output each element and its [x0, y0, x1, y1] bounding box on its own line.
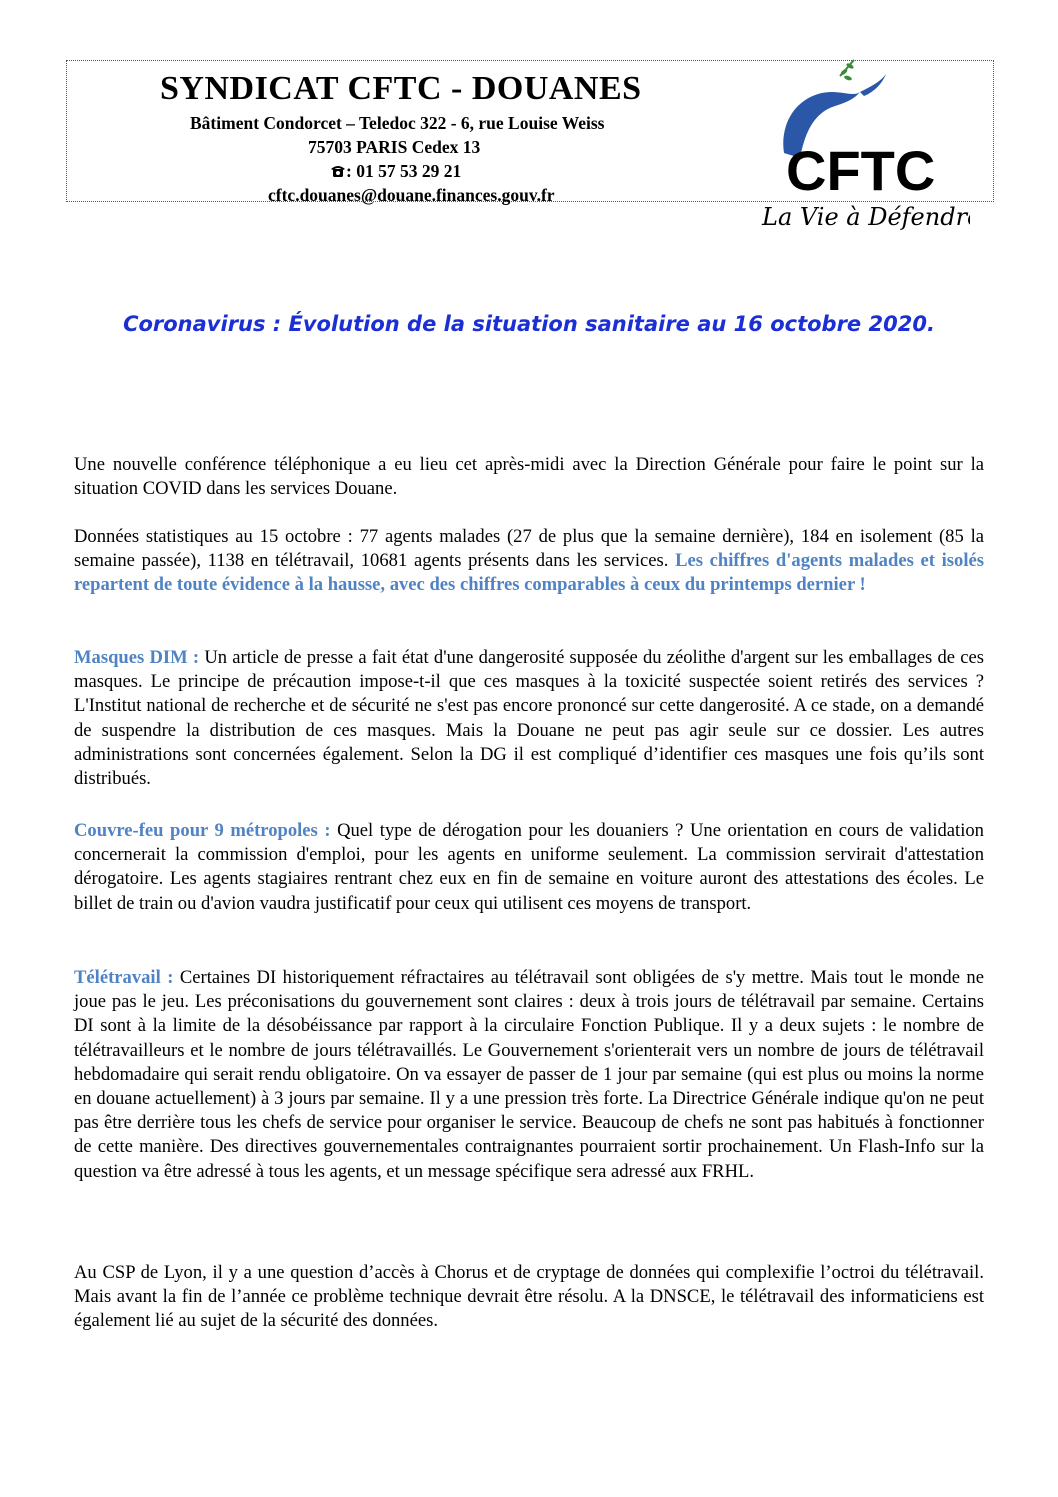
stats-emphasis: Les chiffres d'agents malades et isolés repartent de toute évidence à la hausse, avec des chiffres comparables à ceux du printemps dernier !	[74, 550, 984, 596]
phone-line	[330, 161, 461, 182]
teletravail-text: Certaines DI historiquement réfractaires au télétravail sont obligées de s'y mettre. Mais tout le monde ne joue pas le jeu. Les préconisations du gouvernement sont claires : deux à trois jours de télétravail par semaine. Certains DI sont à la limite de la désobéissance par rapport à la circulaire Fonction Publique. Il y a deux sujets : le nombre de télétravailleurs et le nombre de jours télétravaillés. Le Gouvernement s'orienterait vers un nombre de jours de télétravail hebdomadaire qui serait rendu obligatoire. On va essayer de passer de 1 jour par semaine (qui est plus ou moins la norme en douane actuellement) à 3 jours par semaine. Il y a une pression très forte. La Directrice Générale indique qu'on ne peut pas être derrière tous les chefs de service pour organiser le service. Beaucoup de chefs ne sont pas habitués à fonctionner de cette manière. Des directives gouvernementales contraignantes pourraient sortir prochainement. Un Flash-Info sur la question va être adressé à tous les agents, et un message spécifique sera adressé aux FRHL.	[74, 967, 984, 1182]
logo-tagline: La Vie à Défendre	[762, 203, 970, 231]
stats-text: Données statistiques au 15 octobre : 77 agents malades (27 de plus que la semaine dernière), 184 en isolement (85 la semaine passée), 1138 en télétravail, 10681 agents présents dans les services.	[74, 526, 984, 572]
address-line-2: 75703 PARIS Cedex 13	[308, 137, 481, 157]
address-line-1: Bâtiment Condorcet – Teledoc 322 - 6, rue Louise Weiss	[190, 113, 605, 133]
couvre-feu-text: Quel type de dérogation pour les douaniers ? Une orientation en cours de validation concernerait la commission d'emploi, pour les agents en uniforme seulement. La commission servirait d'attestation dérogatoire. Les agents stagiaires rentrant chez eux en fin de semaine en voiture auront des attestations des écoles. Le billet de train ou d'avion vaudra justificatif pour ceux qui utilisent ces moyens de transport.	[74, 820, 984, 914]
masques-heading: Masques DIM :	[74, 647, 200, 668]
logo-text: CFTC	[786, 139, 936, 202]
org-name: SYNDICAT CFTC - DOUANES	[160, 70, 642, 107]
paragraph-csp-lyon: Au CSP de Lyon, il y a une question d’accès à Chorus et de cryptage de données qui complexifie l’octroi du télétravail. Mais avant la fin de l’année ce problème technique devrait être résolu. A la DNSCE, le télétravail des informaticiens est également lié au sujet de la sécurité des données.	[74, 1262, 984, 1332]
email-address[interactable]: cftc.douanes@douane.finances.gouv.fr	[268, 185, 555, 205]
masques-text: Un article de presse a fait état d'une dangerosité supposée du zéolithe d'argent sur les emballages de ces masques. Le principe de précaution impose-t-il que ces masques à la toxicité suspectée soient retirés des services ? L'Institut national de recherche et de sécurité ne s'est pas encore prononcé sur cette dangerosité. A ce stade, on a demandé de suspendre la distribution de ces masques. Mais la Douane ne peut pas agir seule sur ce dossier. Les autres administrations sont concernées également. Selon la DG il est compliqué d’identifier ces masques une fois qu’ils sont distribués.	[74, 647, 984, 790]
document-title: Coronavirus : Évolution de la situation sanitaire au 16 octobre 2020.	[123, 312, 935, 336]
paragraph-teletravail	[74, 966, 984, 1184]
couvre-feu-heading: Couvre-feu pour 9 métropoles :	[74, 820, 331, 841]
paragraph-masques	[74, 646, 984, 791]
teletravail-heading: Télétravail :	[74, 967, 174, 988]
telephone-icon	[330, 162, 346, 176]
paragraph-intro: Une nouvelle conférence téléphonique a eu lieu cet après-midi avec la Direction Générale pour faire le point sur la situation COVID dans les services Douane.	[74, 454, 984, 500]
paragraph-stats	[74, 525, 984, 598]
phone-number: : 01 57 53 29 21	[346, 161, 462, 181]
paragraph-couvre-feu	[74, 819, 984, 916]
cftc-logo	[740, 58, 970, 238]
